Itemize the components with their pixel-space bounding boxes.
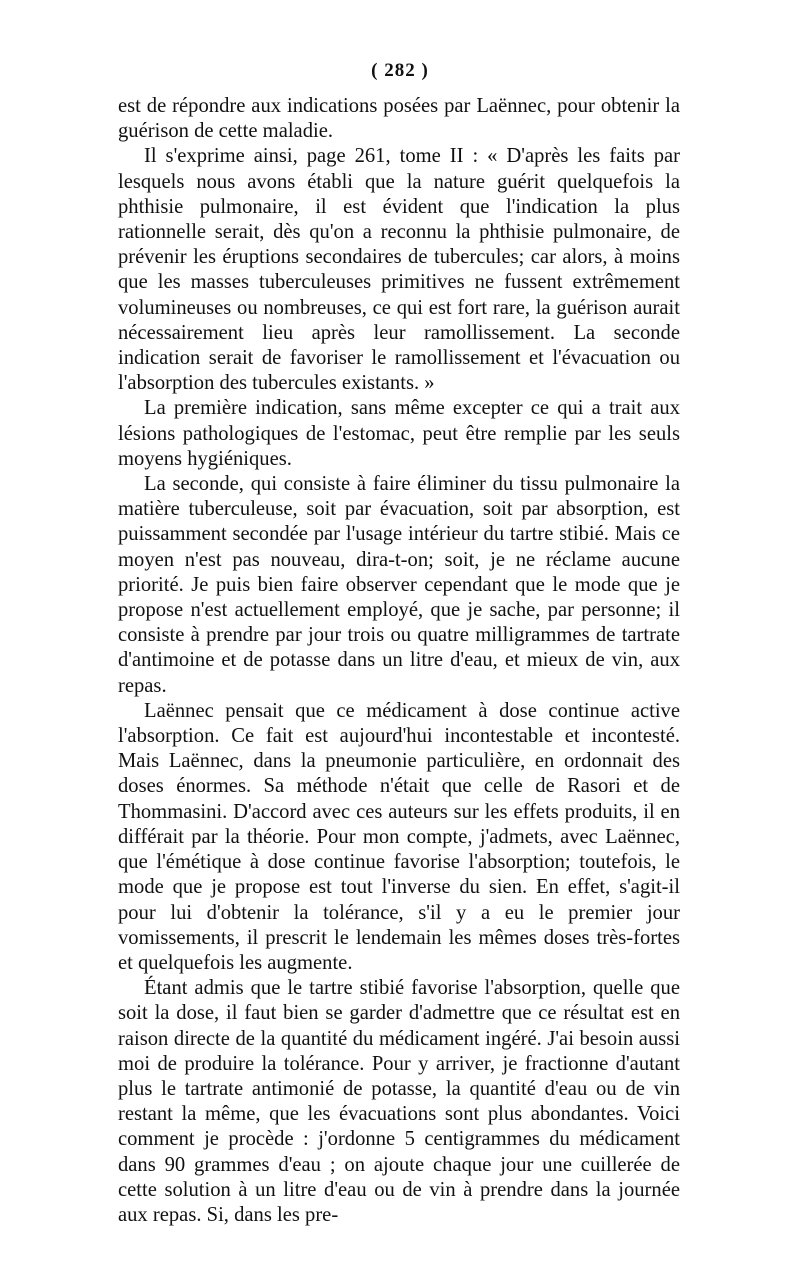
paragraph: La première indication, sans même excepter ce qui a trait aux lésions pathologiques de l'estomac, peut être remplie par les seuls moyens hygiéniques. (118, 397, 680, 470)
paragraph: Étant admis que le tartre stibié favorise l'absorption, quelle que soit la dose, il faut bien se garder d'admettre que ce résultat est en raison directe de la quantité du médicament ingéré. J'ai besoin aussi moi de produire la tolérance. Pour y arriver, je fractionne d'autant plus le tartrate antimonié de potasse, la quantité d'eau ou de vin restant la même, que les évacuations sont plus abondantes. Voici comment je procède : j'ordonne 5 centigrammes du médicament dans 90 grammes d'eau ; on ajoute chaque jour une cuillerée de cette solution à un litre d'eau ou de vin à prendre dans la journée aux repas. Si, dans les pre- (118, 977, 680, 1226)
paragraph: Il s'exprime ainsi, page 261, tome II : « D'après les faits par lesquels nous avons établi que la nature guérit quelquefois la phthisie pulmonaire, il est évident que l'indication la plus rationnelle serait, dès qu'on a reconnu la phthisie pulmonaire, de prévenir les éruptions secondaires de tubercules; car alors, à moins que les masses tuberculeuses primitives ne fussent extrêmement volumineuses ou nombreuses, ce qui est fort rare, la guérison aurait nécessairement lieu après leur ramollissement. La seconde indication serait de favoriser le ramollissement et l'évacuation ou l'absorption des tubercules existants. » (118, 145, 680, 395)
paragraph: est de répondre aux indications posées par Laënnec, pour obtenir la guérison de cette maladie. (118, 95, 680, 143)
body-text (118, 94, 680, 1228)
paragraph: Laënnec pensait que ce médicament à dose continue active l'absorption. Ce fait est aujourd'hui incontestable et incontesté. Mais Laënnec, dans la pneumonie particulière, en ordonnait des doses énormes. Sa méthode n'était que celle de Rasori et de Thommasini. D'accord avec ces auteurs sur les effets produits, il en différait par la théorie. Pour mon compte, j'admets, avec Laënnec, que l'émétique à dose continue favorise l'absorption; toutefois, le mode que je propose est tout l'inverse du sien. En effet, s'agit-il pour lui d'obtenir la tolérance, s'il y a eu le premier jour vomissements, il prescrit le lendemain les mêmes doses très-fortes et quelquefois les augmente. (118, 699, 680, 974)
paragraph: La seconde, qui consiste à faire éliminer du tissu pulmonaire la matière tuberculeuse, soit par évacuation, soit par absorption, est puissamment secondée par l'usage intérieur du tartre stibié. Mais ce moyen n'est pas nouveau, dira-t-on; soit, je ne réclame aucune priorité. Je puis bien faire observer cependant que le mode que je propose n'est actuellement employé, que je sache, par personne; il consiste à prendre par jour trois ou quatre milligrammes de tartrate d'antimoine et de potasse dans un litre d'eau, et mieux de vin, aux repas. (118, 473, 680, 697)
page-number: ( 282 ) (371, 60, 429, 81)
